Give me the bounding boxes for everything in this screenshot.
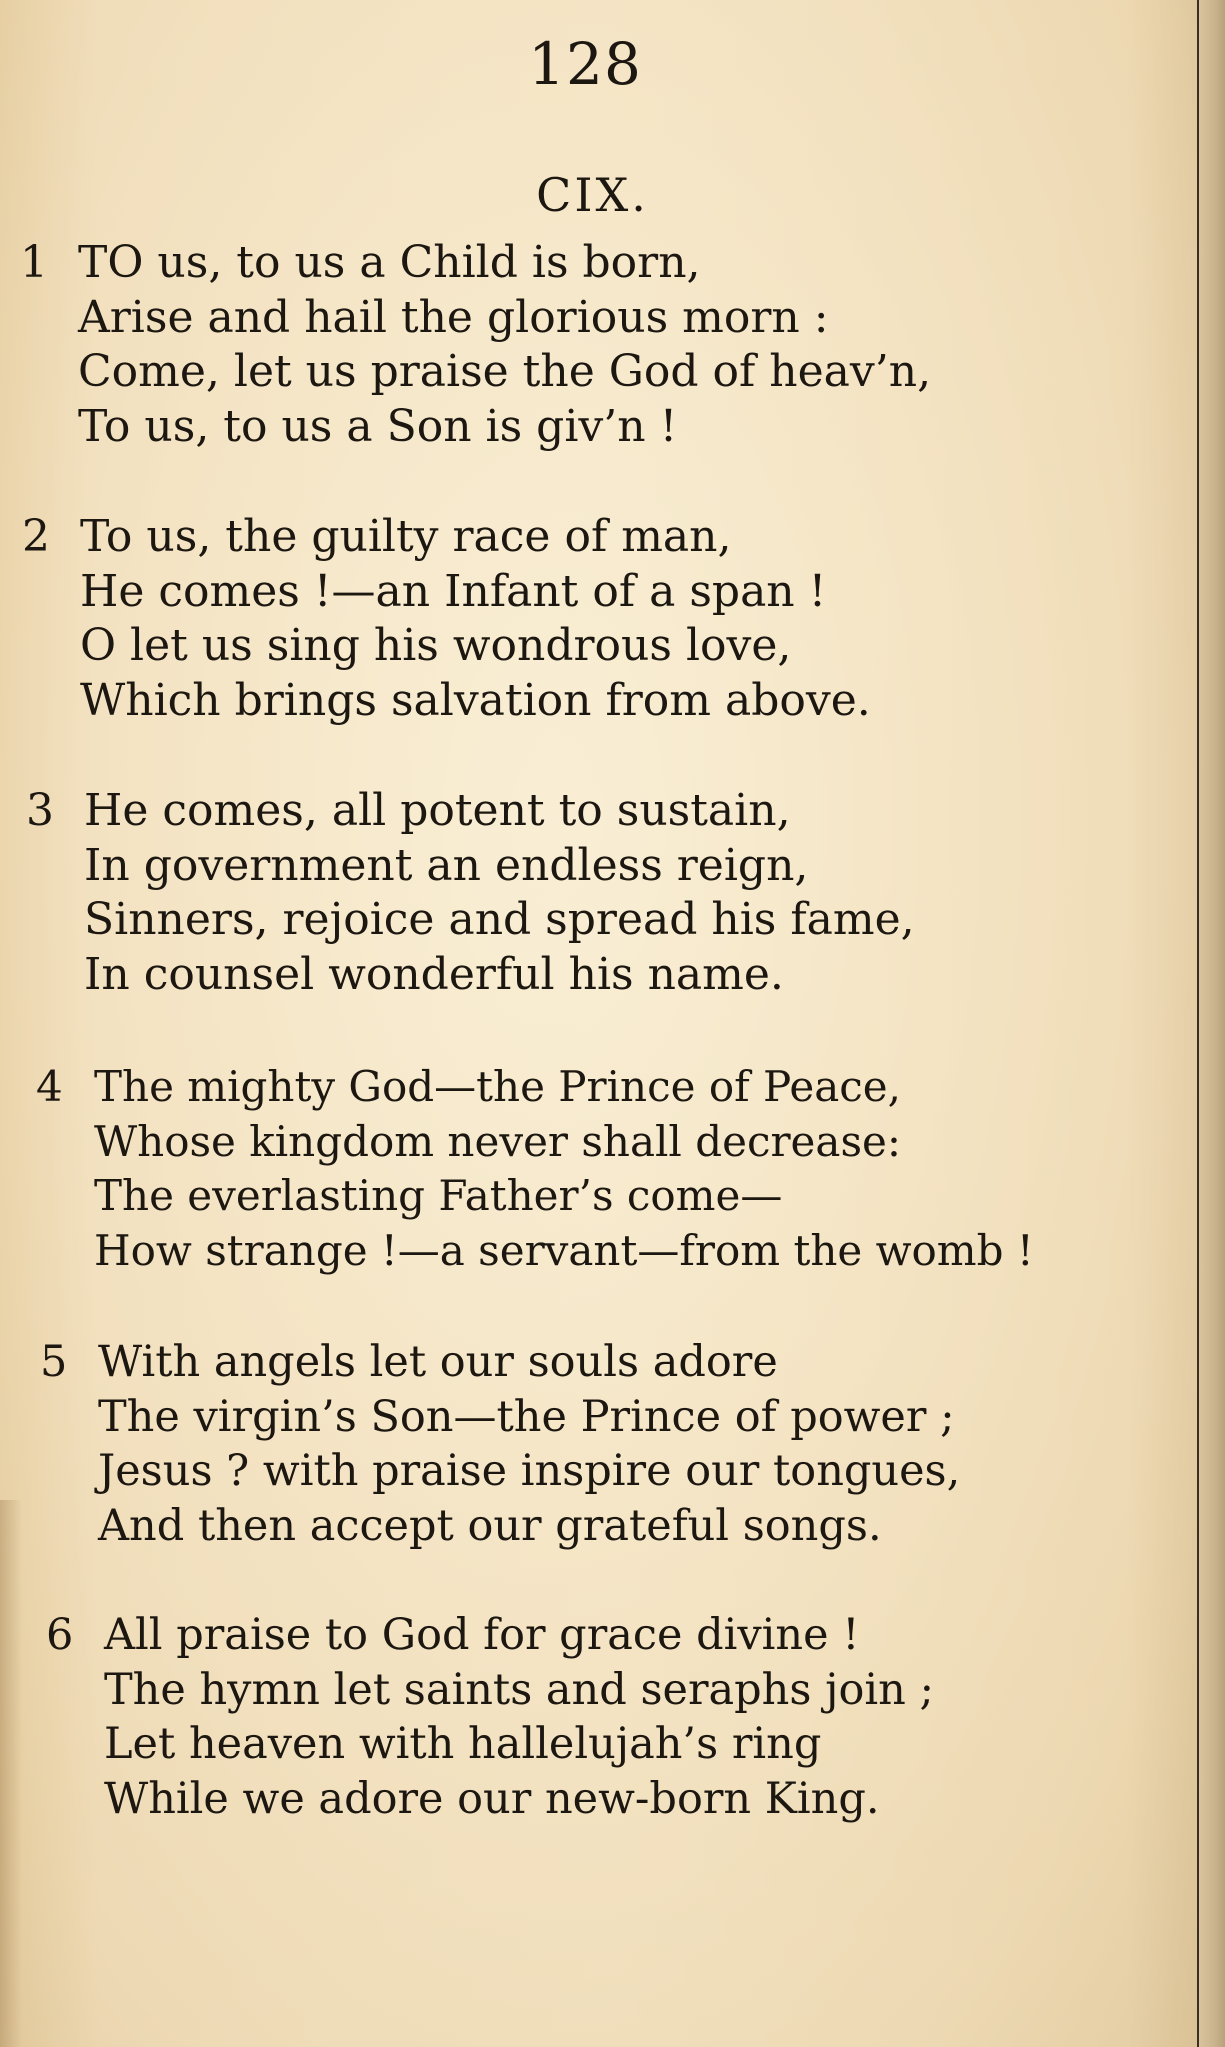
verse-line: To us, the guilty race of man, (80, 511, 732, 562)
verse-line: Arise and hail the glorious morn : (78, 291, 829, 343)
hymn-number: CIX. (536, 168, 649, 222)
verse-line: In government an endless reign, (84, 839, 809, 891)
book-edge (1197, 0, 1225, 2047)
verse (22, 510, 871, 728)
verse (36, 1060, 1034, 1278)
verse-line: Come, let us praise the God of heav’n, (78, 346, 932, 397)
verse-line: In counsel wonderful his name. (84, 948, 784, 1000)
verse-number: 6 (46, 1610, 74, 1660)
verse-number: 1 (20, 237, 48, 288)
page-number: 128 (528, 30, 642, 98)
verse-line: Whose kingdom never shall decrease: (94, 1116, 902, 1166)
verse-line: With angels let our souls adore (98, 1337, 778, 1387)
verse (26, 784, 915, 1002)
verse-line: The mighty God—the Prince of Peace, (94, 1062, 902, 1111)
verse-number: 4 (36, 1062, 63, 1111)
verse-line: O let us sing his wondrous love, (80, 620, 792, 671)
verse-line: He comes, all potent to sustain, (84, 785, 791, 836)
verse-line: Sinners, rejoice and spread his fame, (84, 894, 915, 945)
page-shadow (0, 1500, 22, 2047)
verse-line: To us, to us a Son is giv’n ! (78, 400, 678, 452)
verse-line: The hymn let saints and seraphs join ; (104, 1664, 934, 1715)
verse-number: 5 (40, 1337, 68, 1387)
verse-line: How strange !—a servant—from the womb ! (94, 1225, 1034, 1275)
verse (46, 1608, 934, 1826)
verse-line: TO us, to us a Child is born, (78, 237, 701, 288)
verse-line: Jesus ? with praise inspire our tongues, (98, 1446, 961, 1496)
verse-line: While we adore our new-born King. (104, 1773, 880, 1824)
verse-line: The virgin’s Son—the Prince of power ; (98, 1391, 955, 1442)
verse-line: Which brings salvation from above. (80, 674, 871, 726)
verse (40, 1335, 961, 1553)
verse-number: 3 (26, 785, 54, 836)
verse (20, 236, 932, 454)
verse-line: All praise to God for grace divine ! (104, 1610, 860, 1660)
verse-line: Let heaven with hallelujah’s ring (104, 1719, 822, 1769)
verse-line: The everlasting Father’s come— (94, 1171, 783, 1220)
verse-line: He comes !—an Infant of a span ! (80, 565, 827, 617)
verse-number: 2 (22, 511, 50, 562)
verse-line: And then accept our grateful songs. (98, 1500, 882, 1551)
